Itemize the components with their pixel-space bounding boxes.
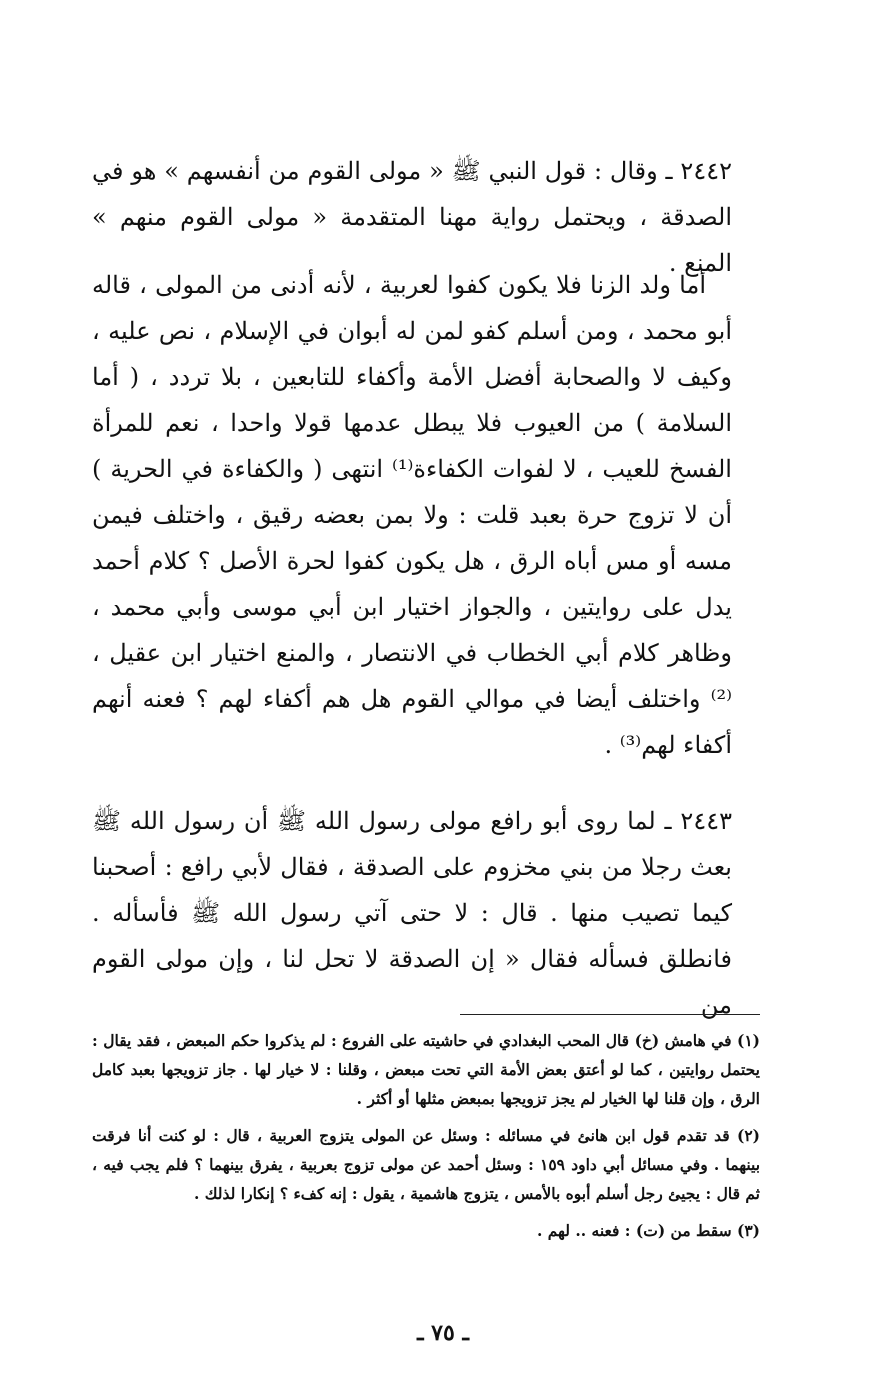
footnotes <box>92 1026 760 1253</box>
paragraph-text: أما ولد الزنا فلا يكون كفوا لعربية ، لأنه أدنى من المولى ، قاله أبو محمد ، ومن أسلم كفو لمن له أبوان في الإسلام ، نص عليه ، وكيف لا والصحابة أفضل الأمة وأكفاء للتابعين ، بلا تردد ، ( أما السلامة ) من العيوب فلا يبطل عدمها قولا واحدا ، نعم للمرأة الفسخ للعيب ، لا لفوات الكفاءة⁽¹⁾ انتهى ( والكفاءة في الحرية ) أن لا تزوج حرة بعبد قلت : ولا بمن بعضه رقيق ، واختلف فيمن مسه أو مس أباه الرق ، هل يكون كفوا لحرة الأصل ؟ كلام أحمد يدل على روايتين ، والجواز اختيار ابن أبي موسى وأبي محمد ، وظاهر كلام أبي الخطاب في الانتصار ، والمنع اختيار ابن عقيل ،⁽²⁾ واختلف أيضا في موالي القوم هل هم أكفاء لهم ؟ فعنه أنهم أكفاء لهم⁽³⁾ . <box>92 271 732 759</box>
footnote-3: (٣) سقط من (ت) : فعنه .. لهم . <box>536 1221 760 1240</box>
footnote-divider <box>460 1014 760 1015</box>
page-number: ـ ٧٥ ـ <box>417 1320 469 1346</box>
entry-number: ٢٤٤٢ <box>680 157 732 185</box>
entry-dash: ـ <box>665 157 673 185</box>
entry-text: وقال : قول النبي ﷺ « مولى القوم من أنفسهم » هو في الصدقة ، ويحتمل رواية مهنا المتقدمة « مولى القوم منهم » المنع . <box>92 157 732 277</box>
footnote-1: (١) في هامش (خ) قال المحب البغدادي في حاشيته على الفروع : لم يذكروا حكم المبعض ، فقد يقال : يحتمل روايتين ، كما لو أعتق بعض الأمة التي تحت مبعض ، وقلنا : لا خيار لها . جاز تزويجها بعبد كامل الرق ، وإن قلنا لها الخيار لم يجز تزويجها بمبعض مثلها أو أكثر . <box>92 1031 760 1108</box>
entry-text: لما روى أبو رافع مولى رسول الله ﷺ أن رسول الله ﷺ بعث رجلا من بني مخزوم على الصدقة ، فقال لأبي رافع : أصحبنا كيما تصيب منها . قال : لا حتى آتي رسول الله ﷺ فأسأله . فانطلق فسأله فقال « إن الصدقة لا تحل لنا ، وإن مولى القوم من <box>92 807 732 1019</box>
footnote-2: (٢) قد تقدم قول ابن هانئ في مسائله : وسئل عن المولى يتزوج العربية ، قال : لو كنت أنا فرقت بينهما . وفي مسائل أبي داود ١٥٩ : وسئل أحمد عن مولى تزوج بعربية ، يفرق بينهما ؟ فلم يجب فيه ، ثم قال : يجيئ رجل أسلم أبوه بالأمس ، يتزوج هاشمية ، يقول : إنه كفء ؟ إنكارا لذلك . <box>92 1126 761 1203</box>
entry-number: ٢٤٤٣ <box>680 807 732 835</box>
entry-dash: ـ <box>664 807 672 835</box>
entry-2443 <box>92 798 732 1028</box>
commentary-paragraph <box>92 262 732 768</box>
